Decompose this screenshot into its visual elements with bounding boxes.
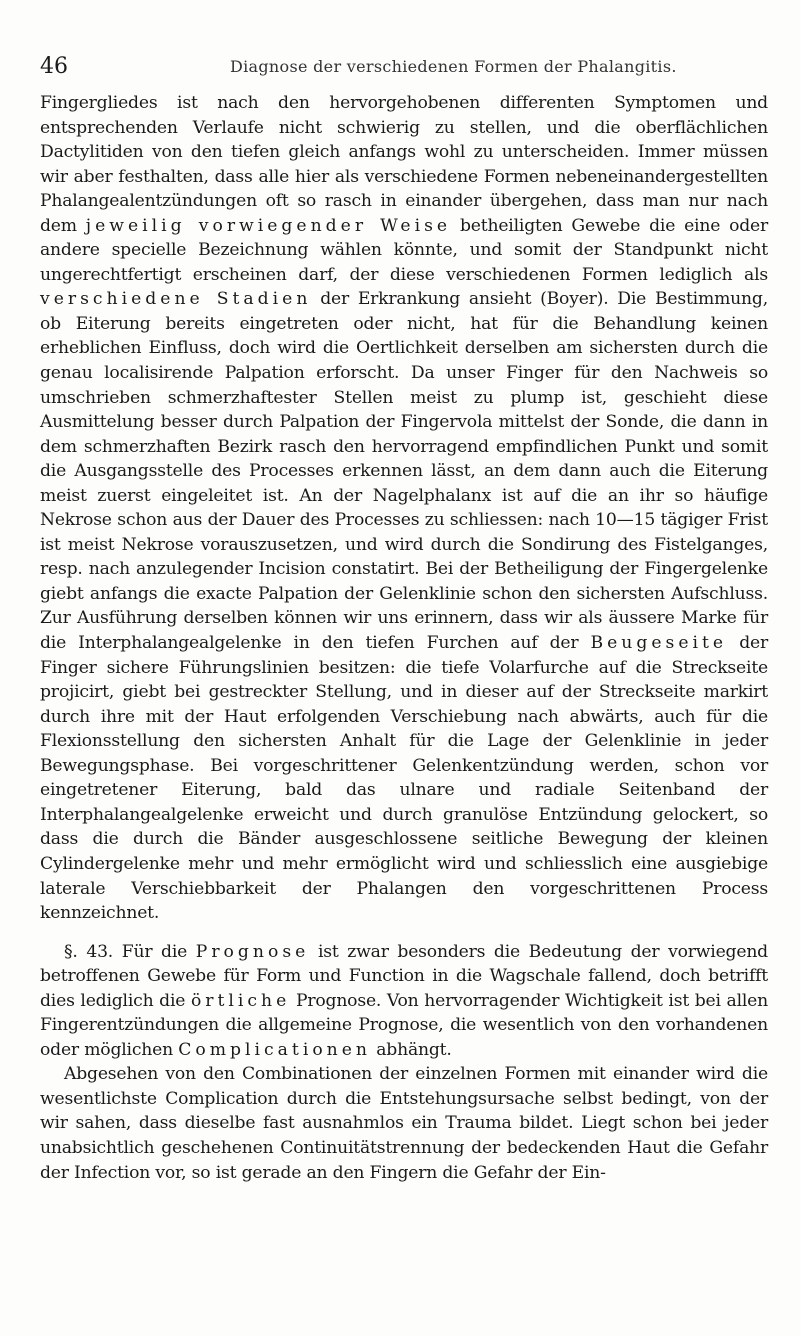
body-text [40, 91, 768, 1185]
text-segment: Prognose. Von hervorragender Wichtigkeit ist bei allen Fingerentzündungen die allgemeine Prognose, die wesentlich von den vorhandenen oder möglichen [40, 990, 768, 1060]
emphasized-text: verschiedene Stadien [40, 289, 312, 310]
paragraph-diagnosis-continued [40, 91, 768, 926]
page-number: 46 [40, 54, 68, 79]
emphasized-text: Beugeseite [590, 633, 728, 654]
text-segment: Fingergliedes ist nach den hervorgehobenen differenten Symptomen und entsprechenden Verlaufe nicht schwierig zu stellen, und die oberflächlichen Dactylitiden von den tiefen gleich anfangs wohl zu unterscheiden. Immer müssen wir aber festhalten, dass alle hier als verschiedene Formen nebeneinandergestellten Phalangealentzündungen oft so rasch in einander übergehen, dass man nur nach dem [40, 93, 768, 236]
emphasized-text: örtliche [190, 990, 291, 1011]
text-segment: der Erkrankung ansieht (Boyer). Die Bestimmung, ob Eiterung bereits eingetreten oder nicht, hat für die Behandlung keinen erheblichen Einfluss, doch wird die Oertlichkeit derselben am sichersten durch die genau localisirende Palpation erforscht. Da unser Finger für den Nachweis so umschrieben schmerzhaftester Stellen meist zu plump ist, geschieht diese Ausmittelung besser durch Palpation der Fingervola mittelst der Sonde, die dann in dem schmerzhaften Bezirk rasch den hervorragend empfindlichen Punkt und somit die Ausgangsstelle des Processes erkennen lässt, an dem dann auch die Eiterung meist zuerst eingeleitet ist. An der Nagelphalanx ist auf die an ihr so häufige Nekrose schon aus der Dauer des Processes zu schliessen: nach 10—15 tägiger Frist ist meist Nekrose vorauszusetzen, und wird durch die Sondirung des Fistelganges, resp. nach anzulegender Incision constatirt. Bei der Betheiligung der Fingergelenke giebt anfangs die exacte Palpation der Gelenklinie schon den sichersten Aufschluss. Zur Ausführung derselben können wir uns erinnern, dass wir als äussere Marke für die Interphalangealgelenke in den tiefen Furchen auf der [40, 289, 768, 654]
text-segment: ist zwar besonders die Bedeutung der vorwiegend betroffenen Gewebe für Form und Function in die Wagschale fallend, doch betrifft dies lediglich die [40, 941, 768, 1011]
text-segment: der Finger sichere Führungslinien besitzen: die tiefe Volarfurche auf die Streckseite projicirt, giebt bei gestreckter Stellung, und in dieser auf der Streckseite markirt durch ihre mit der Haut erfolgenden Verschiebung nach abwärts, auch für die Flexionsstellung den sichersten Anhalt für die Lage der Gelenklinie in jeder Bewegungsphase. Bei vorgeschrittener Gelenkentzündung werden, schon vor eingetretener Eiterung, bald das ulnare und radiale Seitenband der Interphalangealgelenke erweicht und durch granulöse Entzündung gelockert, so dass die durch die Bänder ausgeschlossene seitliche Bewegung der kleinen Cylindergelenke mehr und mehr ermöglicht wird und schliesslich eine ausgiebige laterale Verschiebbarkeit der Phalangen den vorgeschrittenen Process kennzeichnet. [40, 633, 768, 924]
text-segment: §. 43. Für die [64, 941, 196, 962]
running-head [40, 54, 770, 80]
emphasized-text: Prognose [195, 941, 310, 962]
text-segment: abhängt. [370, 1039, 452, 1060]
running-title: Diagnose der verschiedenen Formen der Phalangitis. [230, 57, 677, 76]
emphasized-text: Complicationen [178, 1039, 371, 1060]
paragraph-complications [40, 1062, 768, 1185]
text-segment: betheiligten Gewebe die eine oder andere specielle Bezeichnung wählen könnte, und somit der Standpunkt nicht ungerechtfertigt erscheinen darf, der diese verschiedenen Formen lediglich als [40, 215, 769, 285]
paragraph-section-43-prognosis [40, 940, 768, 1063]
emphasized-text: jeweilig vorwiegender Weise [85, 215, 452, 236]
text-segment: Abgesehen von den Combinationen der einzelnen Formen mit einander wird die wesentlichste Complication durch die Entstehungsursache selbst bedingt, von der wir sahen, dass dieselbe fast ausnahmlos ein Trauma bildet. Liegt schon bei jeder unabsichtlich geschehenen Continuitätstrennung der bedeckenden Haut die Gefahr der Infection vor, so ist gerade an den Fingern die Gefahr der Ein- [40, 1064, 768, 1183]
